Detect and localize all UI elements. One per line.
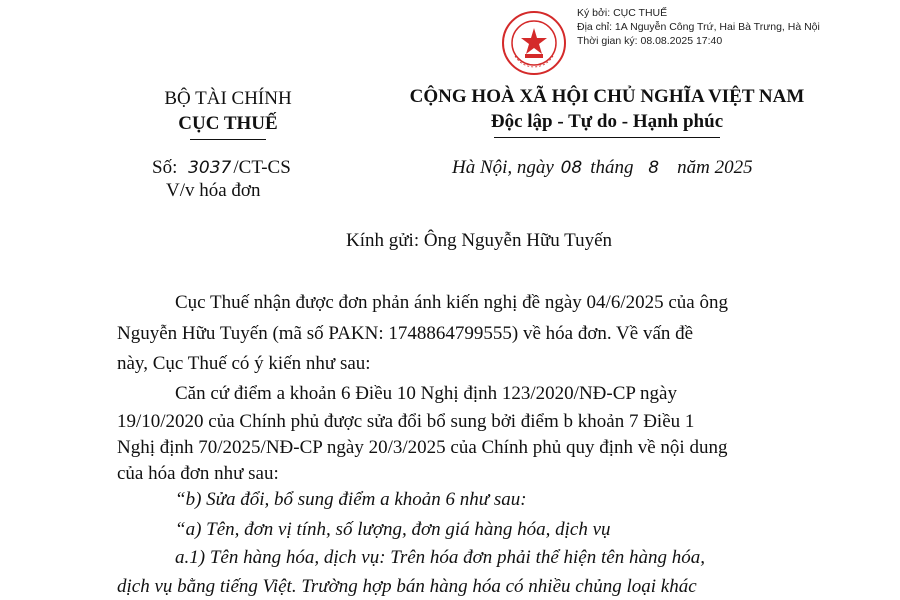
date-month-handwritten: 8 (648, 158, 660, 178)
country-name: CỘNG HOÀ XÃ HỘI CHỦ NGHĨA VIỆT NAM (409, 86, 805, 107)
recipient-line: Kính gửi: Ông Nguyễn Hữu Tuyến (346, 230, 613, 251)
quote-line-3: a.1) Tên hàng hóa, dịch vụ: Trên hóa đơn phải thể hiện tên hàng hóa, (175, 547, 705, 568)
date-year: năm 2025 (677, 157, 753, 178)
motto-underline (494, 137, 720, 138)
national-motto: Độc lập - Tự do - Hạnh phúc (490, 111, 724, 132)
quote-line-4: dịch vụ bằng tiếng Việt. Trường hợp bán hàng hóa có nhiều chủng loại khác (117, 576, 697, 597)
ministry-name: BỘ TÀI CHÍNH (164, 88, 292, 109)
document-number-suffix: /CT-CS (233, 157, 291, 178)
body-p2-line-3: Nghị định 70/2025/NĐ-CP ngày 20/3/2025 của Chính phủ quy định về nội dung (117, 437, 728, 458)
signature-signed-by: Ký bởi: CỤC THUẾ (577, 7, 668, 19)
agency-name: CỤC THUẾ (178, 113, 278, 134)
quote-line-2: “a) Tên, đơn vị tính, số lượng, đơn giá hàng hóa, dịch vụ (175, 519, 611, 540)
signature-address: Địa chỉ: 1A Nguyễn Công Trứ, Hai Bà Trưng, Hà Nội (577, 21, 820, 33)
body-p2-line-4: của hóa đơn như sau: (117, 463, 279, 484)
body-p2-line-1: Căn cứ điểm a khoản 6 Điều 10 Nghị định 123/2020/NĐ-CP ngày (175, 383, 677, 404)
document-number (152, 157, 291, 179)
document-subject: V/v hóa đơn (166, 180, 261, 201)
document-number-handwritten: 3037 (188, 158, 232, 178)
agency-underline (190, 139, 266, 140)
body-p1-line-2: Nguyễn Hữu Tuyến (mã số PAKN: 1748864799555) về hóa đơn. Về vấn đề (117, 323, 694, 344)
document-number-prefix: Số: (152, 157, 178, 178)
signature-time: Thời gian ký: 08.08.2025 17:40 (577, 35, 723, 47)
date-month-label: tháng (590, 157, 634, 178)
tax-department-seal-icon (501, 10, 567, 76)
body-p2-line-2: 19/10/2020 của Chính phủ được sửa đổi bổ sung bởi điểm b khoản 7 Điều 1 (117, 411, 695, 432)
quote-line-1: “b) Sửa đổi, bổ sung điểm a khoản 6 như sau: (175, 489, 527, 510)
body-p1-line-3: này, Cục Thuế có ý kiến như sau: (117, 353, 371, 374)
date-place: Hà Nội, ngày (452, 157, 554, 178)
date-day-handwritten: 08 (560, 158, 583, 178)
body-p1-line-1: Cục Thuế nhận được đơn phản ánh kiến nghị đề ngày 04/6/2025 của ông (175, 292, 728, 313)
document-date (452, 157, 753, 179)
